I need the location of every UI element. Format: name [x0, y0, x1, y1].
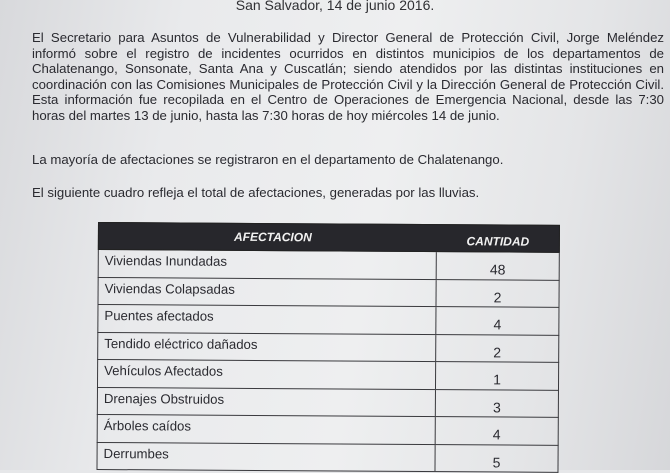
cell-afectacion: Viviendas Inundadas	[99, 250, 437, 279]
cell-cantidad: 4	[493, 316, 502, 333]
date-line: San Salvador, 14 de junio 2016.	[235, 0, 435, 13]
cell-afectacion: Árboles caídos	[98, 415, 436, 444]
header-afectacion: AFECTACION	[233, 229, 312, 245]
cell-cantidad: 48	[489, 261, 506, 278]
summary-paragraph: La mayoría de afectaciones se registraron en el departamento de Chalatenango.	[32, 152, 504, 167]
cell-cantidad: 3	[492, 398, 501, 415]
cell-afectacion: Drenajes Obstruidos	[98, 388, 436, 417]
cell-afectacion: Viviendas Colapsadas	[98, 278, 436, 307]
cell-cantidad: 4	[492, 426, 501, 443]
cell-afectacion: Derrumbes	[97, 443, 435, 472]
intro-paragraph: El Secretario para Asuntos de Vulnerabilidad y Director General de Protección Civil, Jorge Meléndez informó sobre el registro de incidentes ocurridos en distintos municipios de los departamentos de Chalatenango, Sonsonate, Santa Ana y Cuscatlán; siendo atendidos por las distintas instituciones en coordinación con las Comisiones Municipales de Protección Civil y la Dirección General de Protección Civil. Esta información fue recopilada en el Centro de Operaciones de Emergencia Nacional, desde las 7:30 horas del martes 13 de junio, hasta las 7:30 horas de hoy miércoles 14 de junio.	[32, 30, 664, 123]
cell-afectacion: Vehículos Afectados	[98, 360, 436, 389]
cell-cantidad: 1	[493, 371, 501, 388]
cell-cantidad: 2	[493, 288, 502, 305]
table-row	[97, 332, 559, 362]
header-cantidad: CANTIDAD	[466, 234, 530, 249]
cell-cantidad: 5	[492, 453, 501, 470]
cell-cantidad: 2	[493, 343, 502, 360]
table-row	[97, 415, 559, 445]
cell-afectacion: Tendido eléctrico dañados	[98, 333, 436, 362]
table-header	[98, 222, 560, 253]
cell-afectacion: Puentes afectados	[98, 305, 436, 334]
table-row	[97, 277, 559, 307]
table-row	[97, 387, 559, 417]
table-row	[97, 305, 559, 335]
table-row	[96, 442, 558, 472]
table-row	[97, 360, 559, 390]
table-row	[98, 250, 560, 280]
afectaciones-table	[96, 222, 560, 473]
table-intro-paragraph: El siguiente cuadro refleja el total de afectaciones, generadas por las lluvias.	[32, 185, 480, 200]
